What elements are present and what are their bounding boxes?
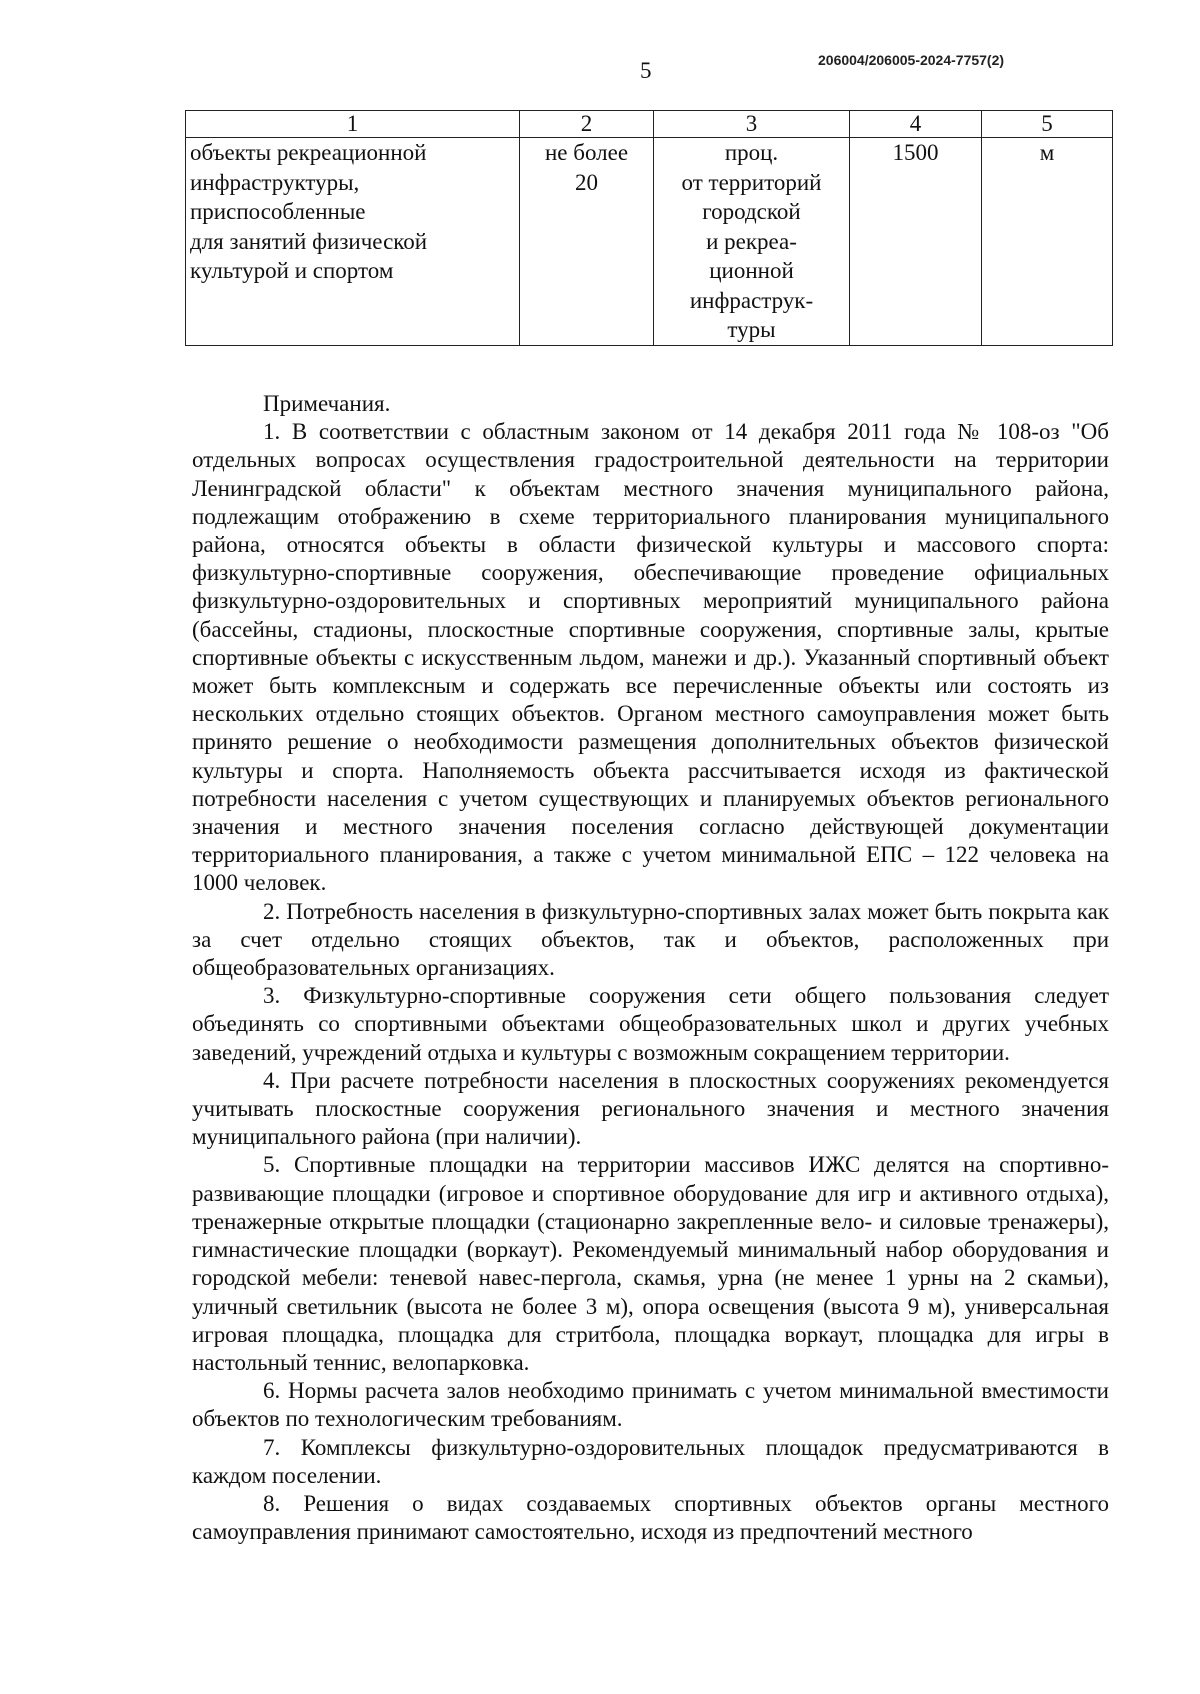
page-number: 5 (640, 58, 652, 83)
table-row (186, 138, 1113, 346)
document-registration-number: 206004/206005-2024-7757(2) (818, 52, 1005, 68)
column-number-2: 2 (520, 111, 654, 138)
note-paragraph-1: 1. В соответствии с областным законом от 14 декабря 2011 года № 108-оз "Об отдельных вопросах осуществления градостроительной деятельности на территории Ленинградской области" к объектам местного значения муниципального района, подлежащим отображению в схеме территориального планирования муниципального района, относятся объекты в области физической культуры и массового спорта: физкультурно-спортивные сооружения, обеспечивающие проведение официальных физкультурно-оздоровительных и спортивных мероприятий муниципального района (бассейны, стадионы, плоскостные спортивные сооружения, спортивные залы, крытые спортивные объекты с искусственным льдом, манежи и др.). Указанный спортивный объект может быть комплексным и содержать все перечисленные объекты или состоять из нескольких отдельно стоящих объектов. Органом местного самоуправления может быть принято решение о необходимости размещения дополнительных объектов физической культуры и спорта. Наполняемость объекта рассчитывается исходя из фактической потребности населения с учетом существующих и планируемых объектов регионального значения и местного значения поселения согласно действующей документации территориального планирования, а также с учетом минимальной ЕПС – 122 человека на 1000 человек. (192, 419, 1109, 896)
notes-title: Примечания. (263, 391, 391, 416)
norm-value-cell (520, 138, 654, 346)
norms-table (185, 110, 1113, 346)
unit-cell (654, 138, 850, 346)
note-paragraph-6: 6. Нормы расчета залов необходимо принимать с учетом минимальной вместимости объектов по технологическим требованиям. (192, 1378, 1109, 1432)
unit-line: инфраструк- (689, 287, 814, 313)
norm-value-line: не более (544, 140, 629, 165)
object-name-line: приспособленные (190, 199, 366, 224)
unit-line: городской (702, 199, 801, 224)
accessibility-cell: 1500 (850, 138, 982, 346)
norm-value-line: 20 (575, 169, 598, 195)
note-paragraph-3: 3. Физкультурно-спортивные сооружения сети общего пользования следует объединять со спортивными объектами общеобразовательных школ и других учебных заведений, учреждений отдыха и культуры с возможным сокращением территории. (192, 983, 1109, 1065)
object-name-line: для занятий физической (190, 228, 428, 254)
object-name-line: объекты рекреационной (190, 140, 427, 165)
unit-line: и рекреа- (706, 228, 797, 254)
table-header-row (186, 111, 1113, 138)
object-name-line: инфраструктуры, (190, 169, 360, 195)
note-paragraph-2: 2. Потребность населения в физкультурно-спортивных залах может быть покрыта как за счет отдельно стоящих объектов, так и объектов, расположенных при общеобразовательных организациях. (192, 898, 1109, 981)
unit-line: туры (727, 317, 776, 342)
column-number-5: 5 (982, 111, 1113, 138)
unit-line: ционной (709, 258, 794, 283)
note-paragraph-4: 4. При расчете потребности населения в плоскостных сооружениях рекомендуется учитывать плоскостные сооружения регионального значения и местного значения муниципального района (при наличии). (192, 1067, 1109, 1150)
object-name-line: культурой и спортом (190, 258, 394, 283)
note-paragraph-5: 5. Спортивные площадки на территории массивов ИЖС делятся на спортивно-развивающие площадки (игровое и спортивное оборудование для игр и активного отдыха), тренажерные открытые площадки (стационарно закрепленные вело- и силовые тренажеры), гимнастические площадки (воркаут). Рекомендуемый минимальный набор оборудования и городской мебели: теневой навес-пергола, скамья, урна (не менее 1 урны на 2 скамьи), уличный светильник (высота не более 3 м), опора освещения (высота 9 м), универсальная игровая площадка, площадка для стритбола, площадка воркаут, площадка для игры в настольный теннис, велопарковка. (192, 1152, 1109, 1375)
unit-line: от территорий (681, 169, 822, 195)
note-paragraph-7: 7. Комплексы физкультурно-оздоровительных площадок предусматриваются в каждом поселении. (192, 1434, 1109, 1488)
notes-section (192, 390, 1109, 1546)
column-number-1: 1 (186, 111, 520, 138)
column-number-3: 3 (654, 111, 850, 138)
accessibility-unit-cell: м (982, 138, 1113, 346)
object-name-cell (186, 138, 520, 346)
unit-line: проц. (724, 140, 779, 165)
note-paragraph-8: 8. Решения о видах создаваемых спортивных объектов органы местного самоуправления принимают самостоятельно, исходя из предпочтений местного (192, 1490, 1109, 1545)
column-number-4: 4 (850, 111, 982, 138)
